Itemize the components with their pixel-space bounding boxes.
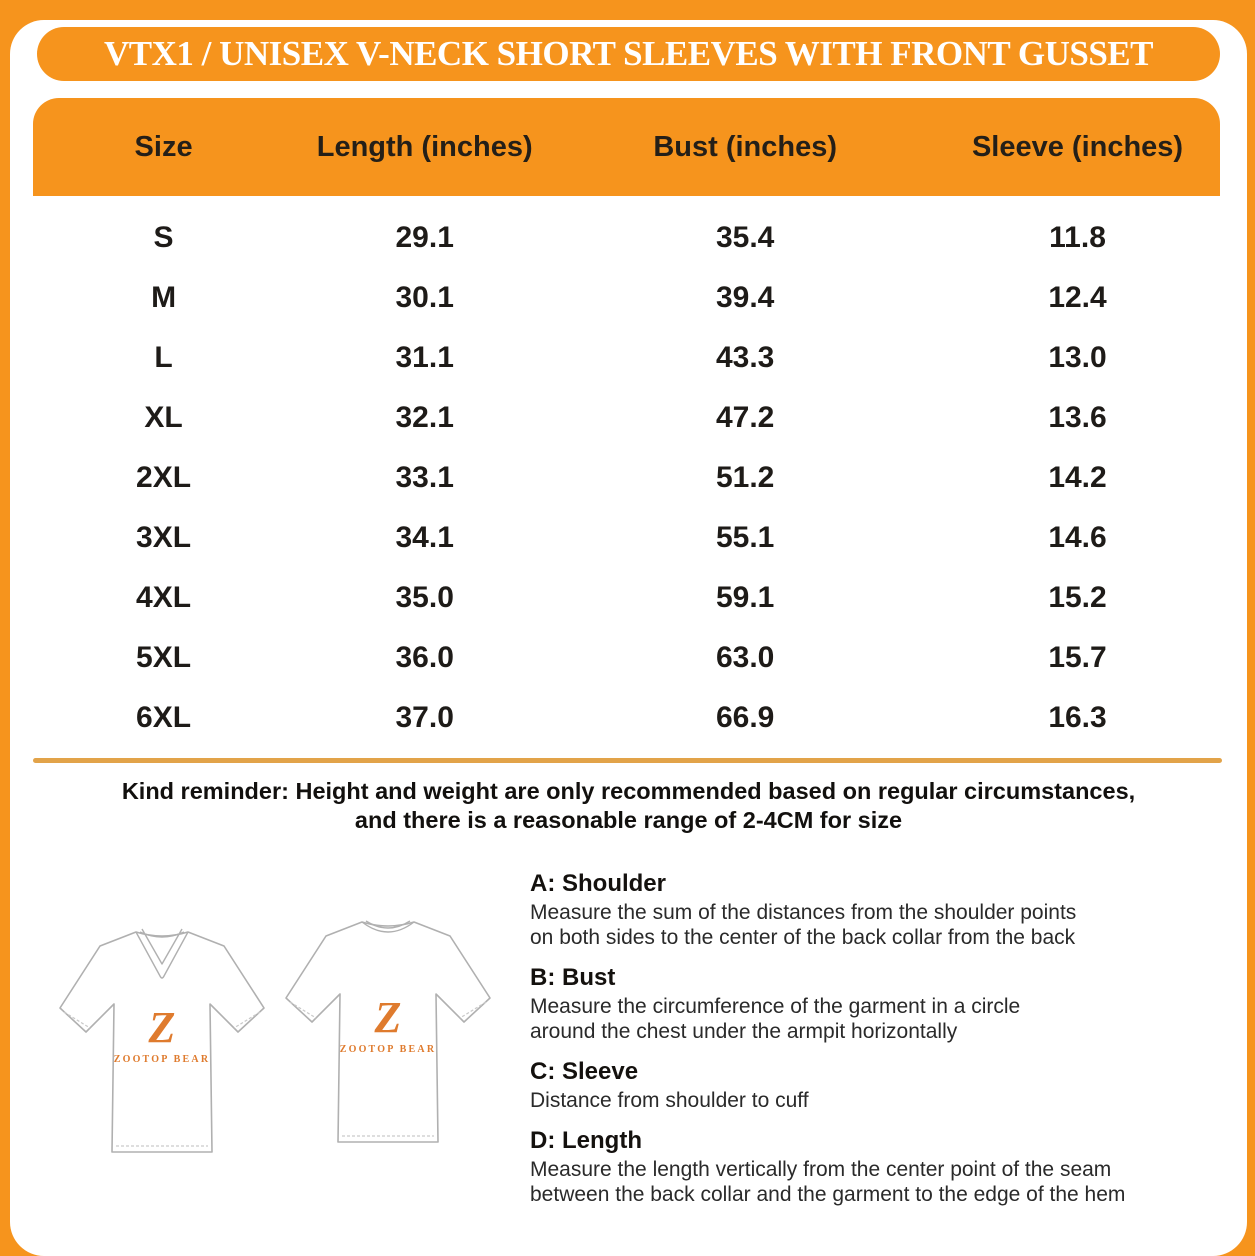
logo-wordmark: ZOOTOP BEAR [113, 1054, 211, 1065]
cell-size: 3XL [136, 521, 192, 554]
guide-shoulder [530, 870, 1195, 950]
tshirt-illustration [50, 898, 510, 1208]
cell-sleeve: 14.6 [1048, 521, 1107, 554]
cell-length: 36.0 [395, 641, 454, 674]
cell-length: 37.0 [395, 701, 454, 734]
cell-sleeve: 12.4 [1048, 281, 1107, 314]
reminder-line-2: and there is a reasonable range of 2-4CM for size [354, 807, 903, 833]
table-row [33, 388, 1220, 448]
logo-letter: Z [148, 1003, 176, 1052]
guide-text-line: Measure the circumference of the garment in a circle [530, 995, 1021, 1018]
size-table-body [33, 208, 1220, 748]
column-header-size: Size [134, 130, 193, 163]
guide-bust [530, 964, 1195, 1044]
guide-heading: D: Length [530, 1127, 642, 1154]
guide-text-line: between the back collar and the garment to the edge of the hem [530, 1183, 1126, 1206]
page-title: VTX1 / UNISEX V-NECK SHORT SLEEVES WITH FRONT GUSSET [103, 34, 1153, 73]
table-row [33, 328, 1220, 388]
guide-heading: A: Shoulder [530, 870, 666, 897]
cell-size: 5XL [136, 641, 192, 674]
cell-sleeve: 16.3 [1048, 701, 1107, 734]
column-header-length: Length (inches) [316, 130, 533, 163]
cell-bust: 39.4 [715, 281, 775, 314]
cell-size: XL [144, 401, 183, 434]
measurement-guide [530, 870, 1195, 1221]
cell-bust: 59.1 [715, 581, 775, 614]
guide-text-line: on both sides to the center of the back collar from the back [530, 926, 1076, 949]
table-row [33, 268, 1220, 328]
column-header-sleeve: Sleeve (inches) [971, 130, 1184, 163]
guide-heading: B: Bust [530, 964, 616, 991]
guide-text-line: Measure the sum of the distances from the shoulder points [530, 901, 1077, 924]
table-row [33, 628, 1220, 688]
tshirt-front [60, 929, 264, 1152]
size-table-header [33, 98, 1220, 196]
table-row [33, 508, 1220, 568]
column-header-bust: Bust (inches) [653, 130, 837, 163]
tshirt-back [286, 921, 490, 1142]
cell-sleeve: 13.0 [1048, 341, 1107, 374]
cell-size: 6XL [136, 701, 192, 734]
cell-bust: 47.2 [715, 401, 775, 434]
cell-bust: 66.9 [715, 701, 775, 734]
guide-length [530, 1127, 1195, 1207]
cell-length: 33.1 [395, 461, 454, 494]
cell-length: 35.0 [395, 581, 454, 614]
cell-bust: 55.1 [715, 521, 775, 554]
cell-length: 34.1 [395, 521, 454, 554]
reminder-line-1: Kind reminder: Height and weight are only recommended based on regular circumstances, [121, 778, 1136, 804]
table-row [33, 688, 1220, 748]
cell-bust: 43.3 [715, 341, 775, 374]
cell-sleeve: 11.8 [1049, 221, 1106, 254]
cell-length: 29.1 [395, 221, 454, 254]
guide-text-line: Distance from shoulder to cuff [530, 1089, 809, 1112]
logo-wordmark: ZOOTOP BEAR [339, 1044, 437, 1055]
cell-bust: 63.0 [715, 641, 775, 674]
cell-length: 32.1 [395, 401, 454, 434]
title-banner [37, 27, 1220, 81]
divider-line [33, 758, 1222, 763]
cell-bust: 51.2 [715, 461, 775, 494]
content-card [10, 20, 1247, 1256]
logo-letter: Z [374, 993, 402, 1042]
kind-reminder [10, 777, 1247, 835]
table-row [33, 568, 1220, 628]
cell-length: 30.1 [395, 281, 454, 314]
table-row [33, 448, 1220, 508]
cell-sleeve: 13.6 [1048, 401, 1107, 434]
cell-size: S [153, 221, 174, 254]
cell-sleeve: 15.7 [1048, 641, 1107, 674]
table-row [33, 208, 1220, 268]
cell-size: L [154, 341, 173, 374]
guide-heading: C: Sleeve [530, 1058, 639, 1085]
cell-size: 2XL [136, 461, 192, 494]
cell-length: 31.1 [395, 341, 454, 374]
guide-text-line: around the chest under the armpit horizontally [530, 1020, 958, 1043]
cell-size: 4XL [136, 581, 192, 614]
cell-sleeve: 14.2 [1048, 461, 1107, 494]
cell-bust: 35.4 [715, 221, 775, 254]
cell-sleeve: 15.2 [1048, 581, 1107, 614]
guide-text-line: Measure the length vertically from the center point of the seam [530, 1158, 1112, 1181]
guide-sleeve [530, 1058, 1195, 1113]
cell-size: M [151, 281, 177, 314]
